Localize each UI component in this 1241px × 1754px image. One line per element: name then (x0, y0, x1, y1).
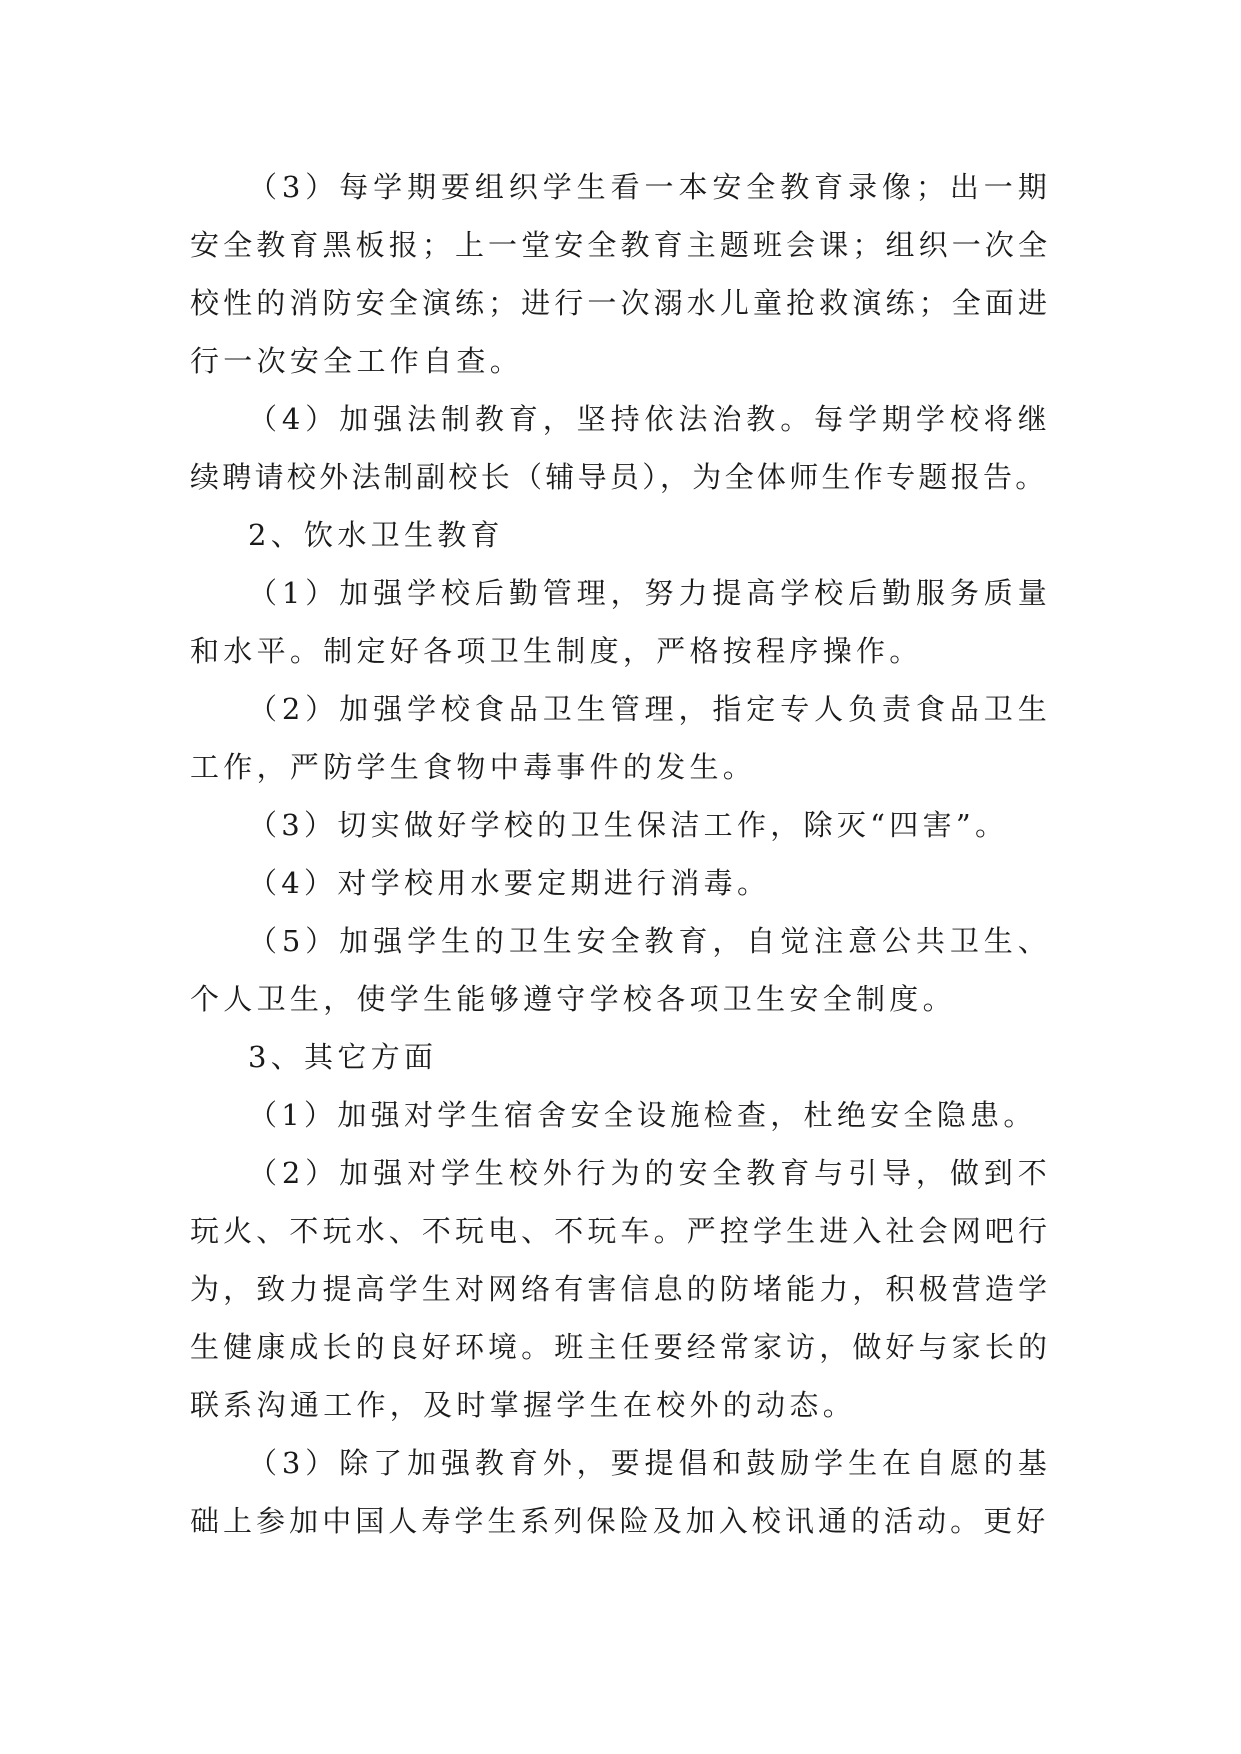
paragraph (190, 390, 1051, 506)
text-line: 为，致力提高学生对网络有害信息的防堵能力，积极营造学 (190, 1272, 1051, 1306)
text-line: 2、饮水卫生教育 (248, 518, 504, 552)
document-body (190, 158, 1051, 1550)
text-line: （4）加强法制教育，坚持依法治教。每学期学校将继 (248, 402, 1051, 436)
text-line: 生健康成长的良好环境。班主任要经常家访，做好与家长的 (190, 1330, 1051, 1364)
paragraph (190, 506, 1051, 564)
text-line: 玩火、不玩水、不玩电、不玩车。严控学生进入社会网吧行 (190, 1214, 1051, 1248)
text-line: 安全教育黑板报；上一堂安全教育主题班会课；组织一次全 (190, 228, 1051, 262)
text-line: 行一次安全工作自查。 (190, 344, 524, 378)
text-line: 续聘请校外法制副校长（辅导员），为全体师生作专题报告。 (190, 460, 1048, 494)
paragraph (190, 1028, 1051, 1086)
text-line: （3）除了加强教育外，要提倡和鼓励学生在自愿的基 (248, 1446, 1051, 1480)
text-line: 校性的消防安全演练；进行一次溺水儿童抢救演练；全面进 (190, 286, 1051, 320)
text-line: 3、其它方面 (248, 1040, 438, 1074)
text-line: 础上参加中国人寿学生系列保险及加入校讯通的活动。更好 (190, 1504, 1050, 1538)
paragraph (190, 680, 1051, 796)
paragraph (190, 854, 1051, 912)
text-line: 联系沟通工作，及时掌握学生在校外的动态。 (190, 1388, 857, 1422)
text-line: 工作，严防学生食物中毒事件的发生。 (190, 750, 757, 784)
text-line: （5）加强学生的卫生安全教育，自觉注意公共卫生、 (248, 924, 1051, 958)
paragraph (190, 1144, 1051, 1434)
text-line: 和水平。制定好各项卫生制度，严格按程序操作。 (190, 634, 923, 668)
paragraph (190, 158, 1051, 390)
text-line: 个人卫生，使学生能够遵守学校各项卫生安全制度。 (190, 982, 956, 1016)
paragraph (190, 796, 1051, 854)
text-line: （4）对学校用水要定期进行消毒。 (248, 866, 771, 900)
text-line: （1）加强学校后勤管理，努力提高学校后勤服务质量 (248, 576, 1051, 610)
text-line: （3）每学期要组织学生看一本安全教育录像；出一期 (248, 170, 1051, 204)
paragraph (190, 1086, 1051, 1144)
text-line: （2）加强学校食品卫生管理，指定专人负责食品卫生 (248, 692, 1051, 726)
text-line: （2）加强对学生校外行为的安全教育与引导，做到不 (248, 1156, 1051, 1190)
paragraph (190, 1434, 1051, 1550)
text-line: （3）切实做好学校的卫生保洁工作，除灭“四害”。 (248, 808, 1009, 842)
paragraph (190, 912, 1051, 1028)
paragraph (190, 564, 1051, 680)
text-line: （1）加强对学生宿舍安全设施检查，杜绝安全隐患。 (248, 1098, 1037, 1132)
